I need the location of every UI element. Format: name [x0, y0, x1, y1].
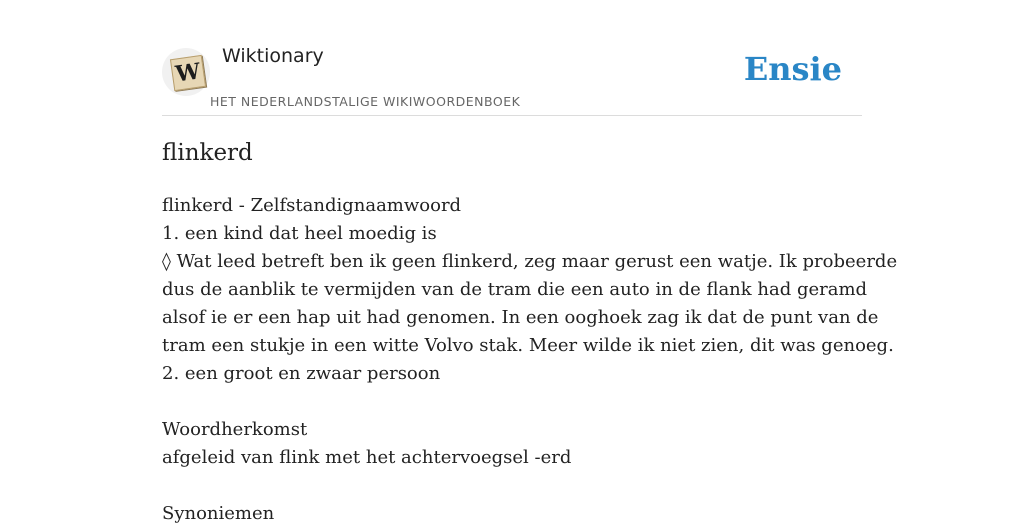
definition-2: 2. een groot en zwaar persoon: [162, 363, 441, 384]
site-subtitle: HET NEDERLANDSTALIGE WIKIWOORDENBOEK: [210, 94, 521, 109]
ensie-brand-link[interactable]: Ensie: [743, 50, 842, 88]
site-header: [162, 40, 862, 116]
example-line-4: tram een stukje in een witte Volvo stak. Meer wilde ik niet zien, dit was genoeg.: [162, 335, 894, 356]
example-line-2: dus de aanblik te vermijden van de tram die een auto in de flank had geramd: [162, 279, 868, 300]
section-spacer: [162, 388, 862, 416]
site-name[interactable]: Wiktionary: [222, 45, 324, 67]
etymology-heading: Woordherkomst: [162, 419, 308, 440]
word-type-line: flinkerd - Zelfstandignaamwoord: [162, 195, 462, 216]
wiktionary-logo-tile: W: [170, 55, 206, 91]
section-spacer: [162, 472, 862, 500]
entry-title: flinkerd: [162, 140, 253, 166]
wiktionary-logo[interactable]: [162, 48, 210, 96]
etymology-text: afgeleid van flink met het achtervoegsel -erd: [162, 447, 572, 468]
example-line-1: ◊ Wat leed betreft ben ik geen flinkerd, zeg maar gerust een watje. Ik probeerde: [162, 251, 898, 272]
synonyms-heading: Synoniemen: [162, 503, 275, 524]
example-line-3: alsof ie er een hap uit had genomen. In een ooghoek zag ik dat de punt van de: [162, 307, 879, 328]
definition-1: 1. een kind dat heel moedig is: [162, 223, 437, 244]
entry-content: [162, 192, 898, 528]
